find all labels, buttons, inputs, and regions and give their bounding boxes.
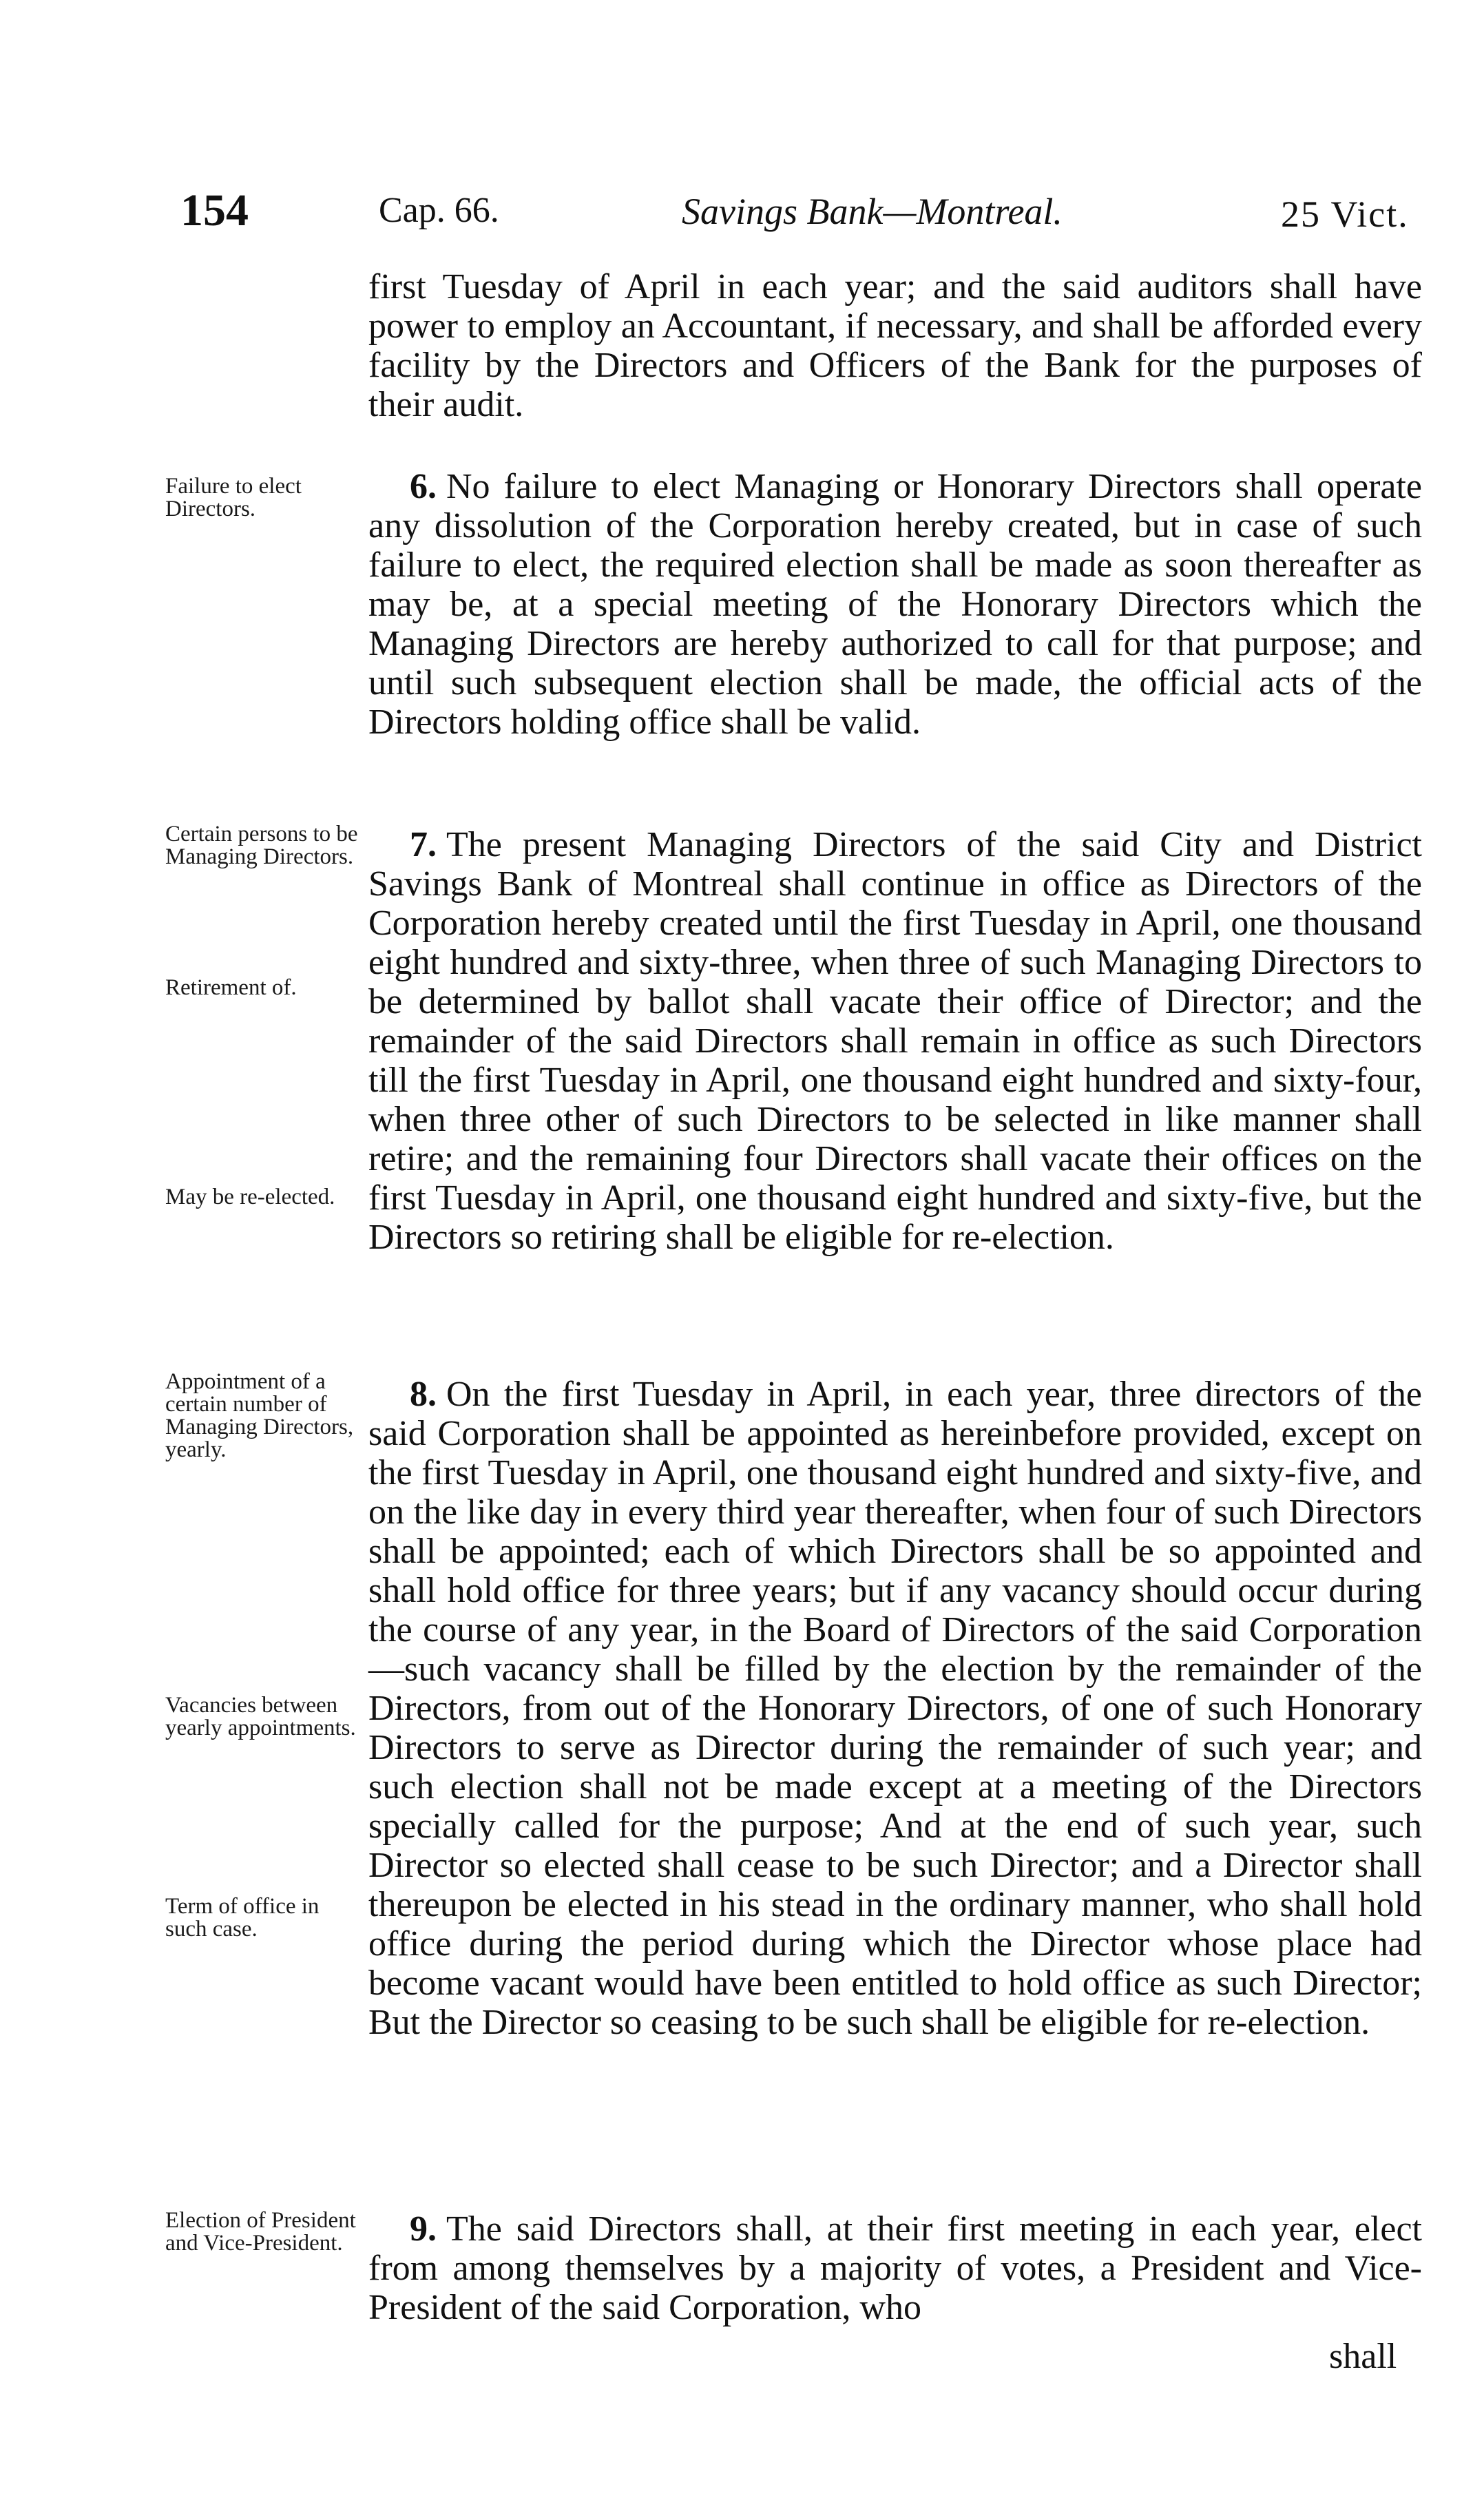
margin-note-failure-to-elect: Failure to elect Directors. [165, 474, 302, 521]
running-title: Savings Bank—Montreal. [682, 191, 1063, 232]
chapter-label: Cap. 66. [379, 191, 499, 230]
margin-note-term-of-office: Term of office in such case. [165, 1894, 320, 1941]
page-number: 154 [180, 185, 249, 236]
section-7 [368, 825, 1422, 1257]
section-number: 7. [410, 825, 437, 864]
section-text: On the first Tuesday in April, in each year, three directors of the said Corporation shall be appointed as hereinbefore provided, except on the first Tuesday in April, one thousand eight hundred and sixty-five, and on the like day in every third year thereafter, when four of such Directors shall be appointed; each of which Directors shall be so appointed and shall hold office for three years; but if any vacancy should occur during the course of any year, in the Board of Directors of the said Corporation—such vacancy shall be filled by the election by the remainder of the Directors, from out of the Honorary Directors, of one of such Honorary Directors to serve as Director during the remainder of such year; and such election shall not be made except at a meeting of the Directors specially called for the purpose; And at the end of such year, such Director so elected shall cease to be such Director; and a Director shall thereupon be elected in his stead in the ordinary manner, who shall hold office during the period during which the Director whose place had become vacant would have been entitled to hold office as such Director; But the Director so ceasing to be such shall be eligible for re-election. [368, 1375, 1422, 2042]
margin-note-vacancies: Vacancies between yearly appointments. [165, 1693, 356, 1740]
section-text: No failure to elect Managing or Honorary Directors shall operate any dissolution of the Corporation hereby created, but in case of such failure to elect, the required election shall be made as soon thereafter as may be, at a special meeting of the Honorary Directors which the Managing Directors are hereby authorized to call for that purpose; and until such subsequent election shall be made, the official acts of the Directors holding office shall be valid. [368, 467, 1422, 742]
section-number: 8. [410, 1375, 437, 1414]
section-text: The present Managing Directors of the said City and District Savings Bank of Montreal shall continue in office as Directors of the Corporation hereby created until the first Tuesday in April, one thousand eight hundred and sixty-three, when three of such Managing Directors to be determined by ballot shall vacate their office of Director; and the remainder of the said Directors shall remain in office as such Directors till the first Tuesday in April, one thousand eight hundred and sixty-four, when three other of such Directors to be selected in like manner shall retire; and the remaining four Directors shall vacate their offices on the first Tuesday in April, one thousand eight hundred and sixty-five, but the Directors so retiring shall be eligible for re-election. [368, 825, 1422, 1257]
catchword: shall [1329, 2337, 1397, 2376]
running-header [0, 185, 1484, 247]
margin-note-election-of-president: Election of President and Vice-President. [165, 2208, 356, 2256]
continuation-paragraph: first Tuesday of April in each year; and the said auditors shall have power to employ an Accountant, if necessary, and shall be afforded every facility by the Directors and Officers of the Bank for the purposes of their audit. [368, 267, 1422, 424]
section-text: The said Directors shall, at their first meeting in each year, elect from among themselves by a majority of votes, a President and Vice-President of the said Corporation, who [368, 2209, 1422, 2327]
regnal-year: 25 Vict. [1281, 194, 1409, 235]
margin-note-certain-persons: Certain persons to be Managing Directors. [165, 822, 358, 869]
section-number: 6. [410, 467, 437, 506]
margin-note-retirement: Retirement of. [165, 975, 297, 1000]
margin-note-appointment: Appointment of a certain number of Managing Directors, yearly. [165, 1369, 354, 1462]
section-9 [368, 2209, 1422, 2327]
margin-note-re-election: May be re-elected. [165, 1185, 335, 1209]
section-number: 9. [410, 2209, 437, 2249]
section-8 [368, 1375, 1422, 2042]
section-6 [368, 467, 1422, 742]
